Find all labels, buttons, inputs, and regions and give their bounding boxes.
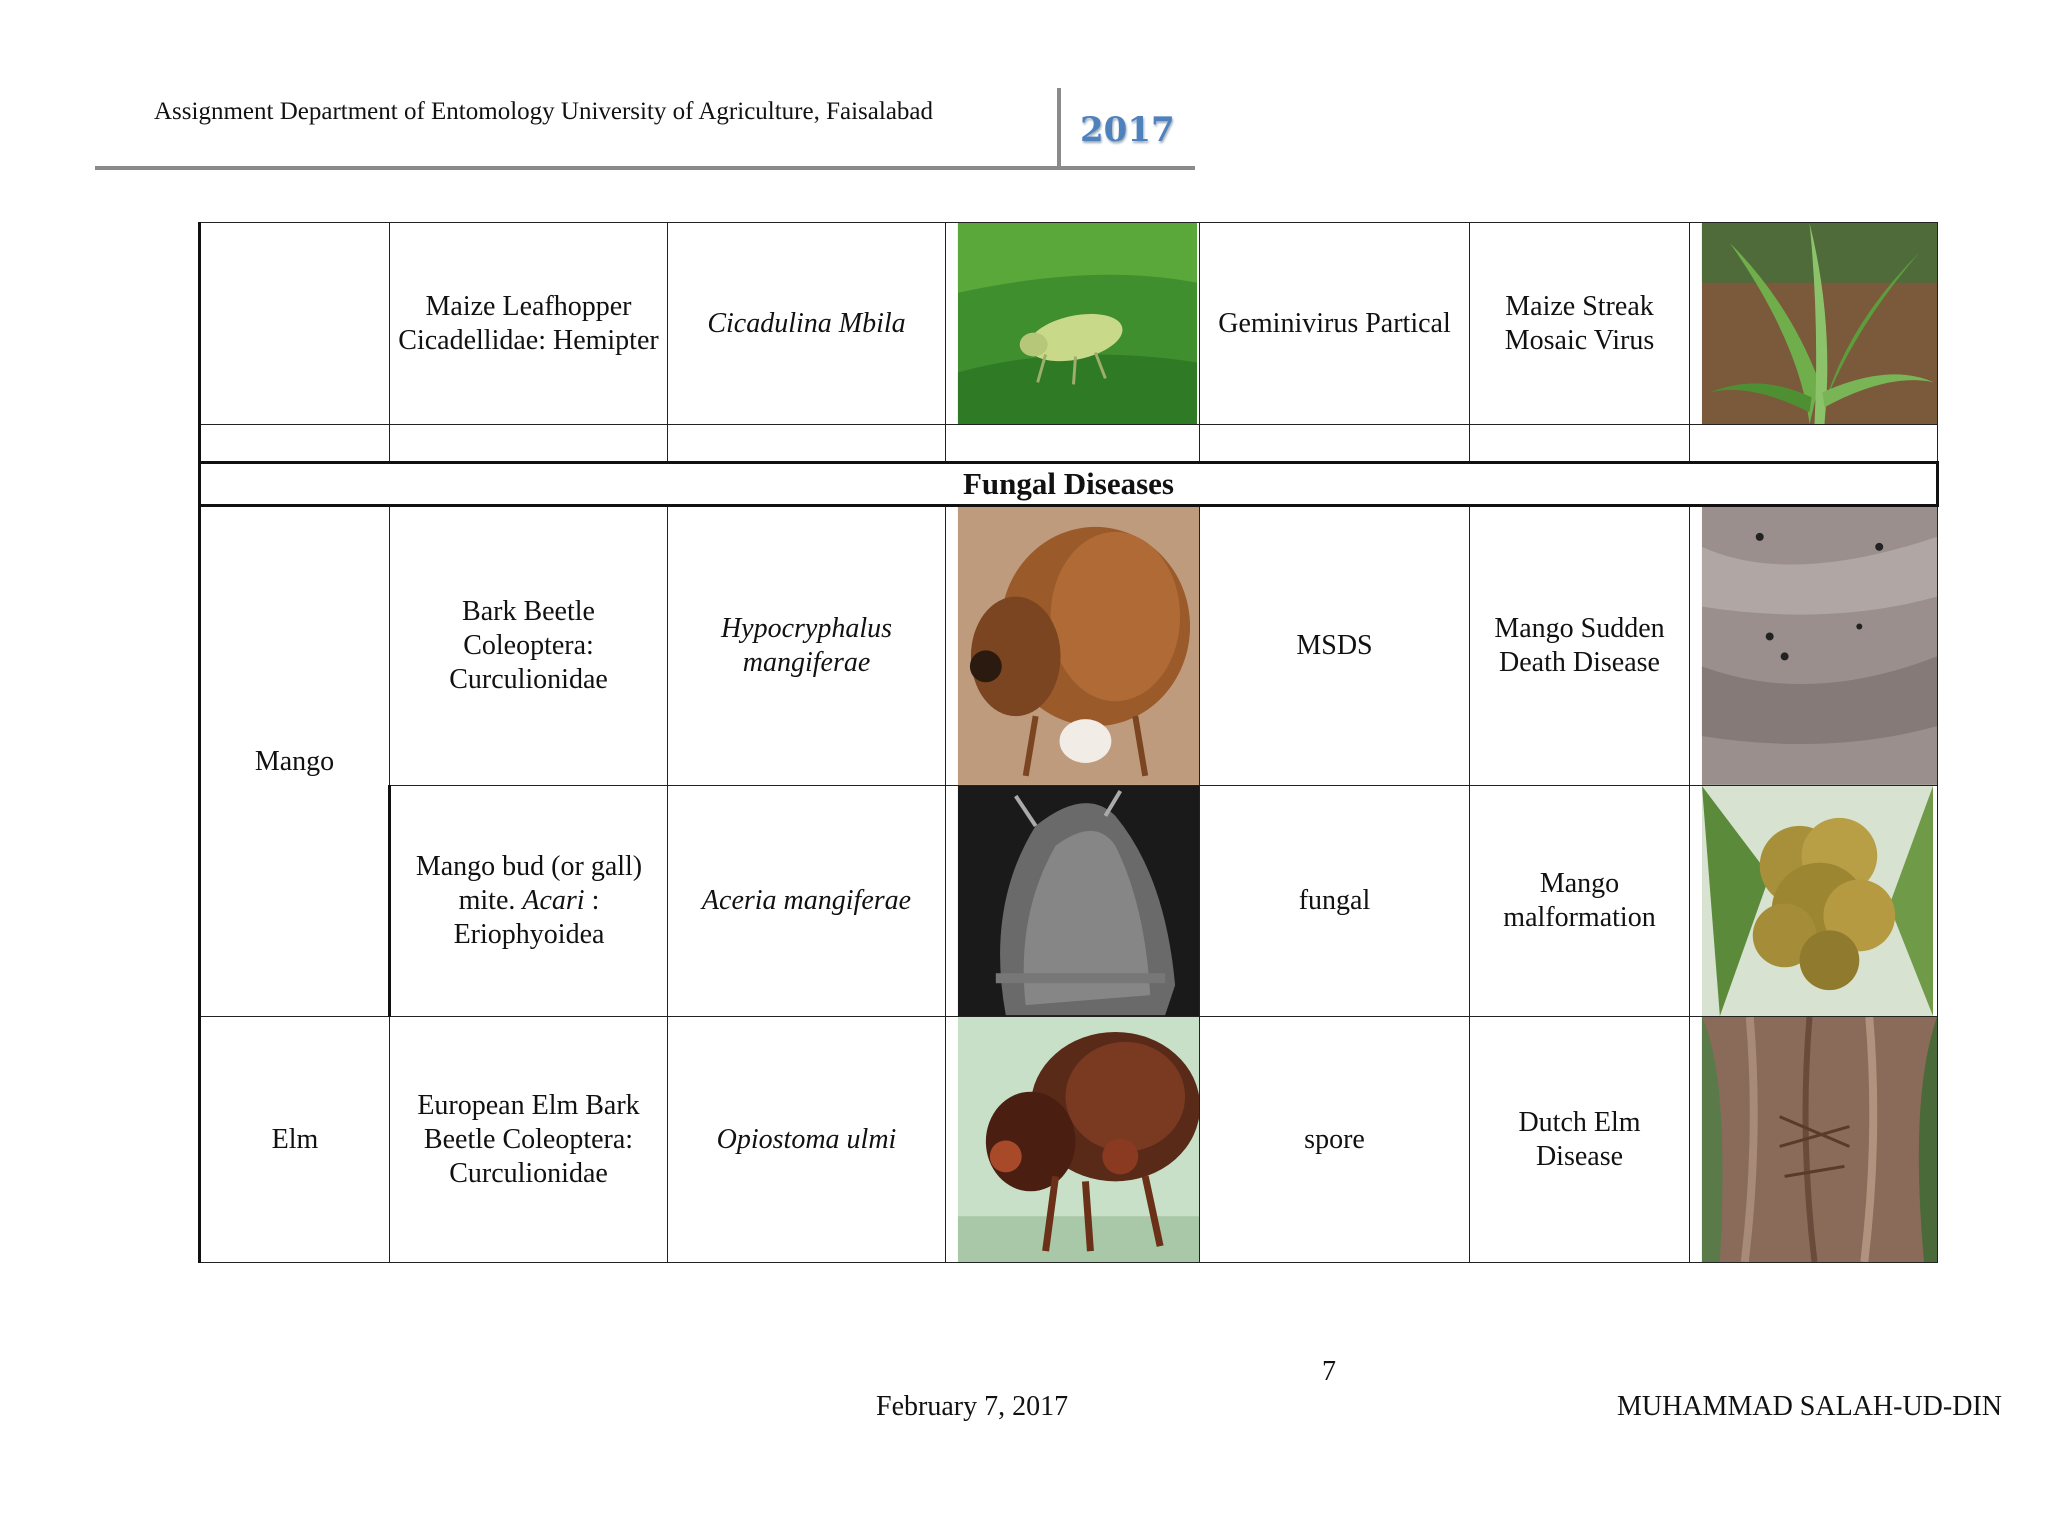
header-year: 2017 <box>1080 110 1175 150</box>
table-row <box>200 506 1938 786</box>
bark-beetle-photo <box>946 507 1199 785</box>
pathogen-cell: MSDS <box>1200 506 1470 786</box>
crop-cell: Mango <box>200 506 390 1017</box>
pathogen-cell: Geminivirus Partical <box>1200 223 1470 425</box>
vector-photo-cell <box>946 223 1200 425</box>
footer-date: February 7, 2017 <box>876 1391 1069 1422</box>
vector-photo-cell <box>946 786 1200 1017</box>
header-separator <box>1057 88 1061 168</box>
table-row <box>200 786 1938 1017</box>
vector-cell: Mango bud (or gall) mite. Acari : Eriophyoidea <box>390 786 668 1017</box>
disease-cell: Mango Sudden Death Disease <box>1470 506 1690 786</box>
crop-cell: Elm <box>200 1017 390 1263</box>
bud-mite-photo <box>946 786 1199 1016</box>
footer-author: MUHAMMAD SALAH-UD-DIN <box>1617 1391 2002 1422</box>
pathogen-cell: spore <box>1200 1017 1470 1263</box>
vector-cell: Maize Leafhopper Cicadellidae: Hemipter <box>390 223 668 425</box>
scientific-name-cell: Aceria mangiferae <box>668 786 946 1017</box>
table-spacer-row <box>200 425 1938 463</box>
vector-disease-table <box>198 222 1939 1263</box>
leafhopper-photo <box>946 223 1199 424</box>
disease-cell: Dutch Elm Disease <box>1470 1017 1690 1263</box>
mango-bark-photo <box>1690 507 1937 785</box>
elm-bark-beetle-photo <box>946 1017 1199 1262</box>
disease-photo-cell <box>1690 506 1938 786</box>
scientific-name-cell: Opiostoma ulmi <box>668 1017 946 1263</box>
scientific-name-cell: Cicadulina Mbila <box>668 223 946 425</box>
header-rule <box>95 166 1195 170</box>
maize-plant-photo <box>1690 223 1937 424</box>
section-title: Fungal Diseases <box>200 463 1938 506</box>
mango-malformation-photo <box>1690 786 1937 1016</box>
vector-photo-cell <box>946 506 1200 786</box>
elm-bark-galleries-photo <box>1690 1017 1937 1262</box>
pathogen-cell: fungal <box>1200 786 1470 1017</box>
header-title: Assignment Department of Entomology University of Agriculture, Faisalabad <box>154 98 934 125</box>
table-row <box>200 223 1938 425</box>
disease-photo-cell <box>1690 223 1938 425</box>
page-number: 7 <box>1322 1356 1336 1387</box>
crop-cell <box>200 223 390 425</box>
vector-cell: European Elm Bark Beetle Coleoptera: Curculionidae <box>390 1017 668 1263</box>
disease-photo-cell <box>1690 786 1938 1017</box>
vector-cell: Bark Beetle Coleoptera: Curculionidae <box>390 506 668 786</box>
disease-photo-cell <box>1690 1017 1938 1263</box>
section-heading-row <box>200 463 1938 506</box>
disease-cell: Maize Streak Mosaic Virus <box>1470 223 1690 425</box>
table-row <box>200 1017 1938 1263</box>
disease-cell: Mango malformation <box>1470 786 1690 1017</box>
vector-photo-cell <box>946 1017 1200 1263</box>
scientific-name-cell: Hypocryphalus mangiferae <box>668 506 946 786</box>
